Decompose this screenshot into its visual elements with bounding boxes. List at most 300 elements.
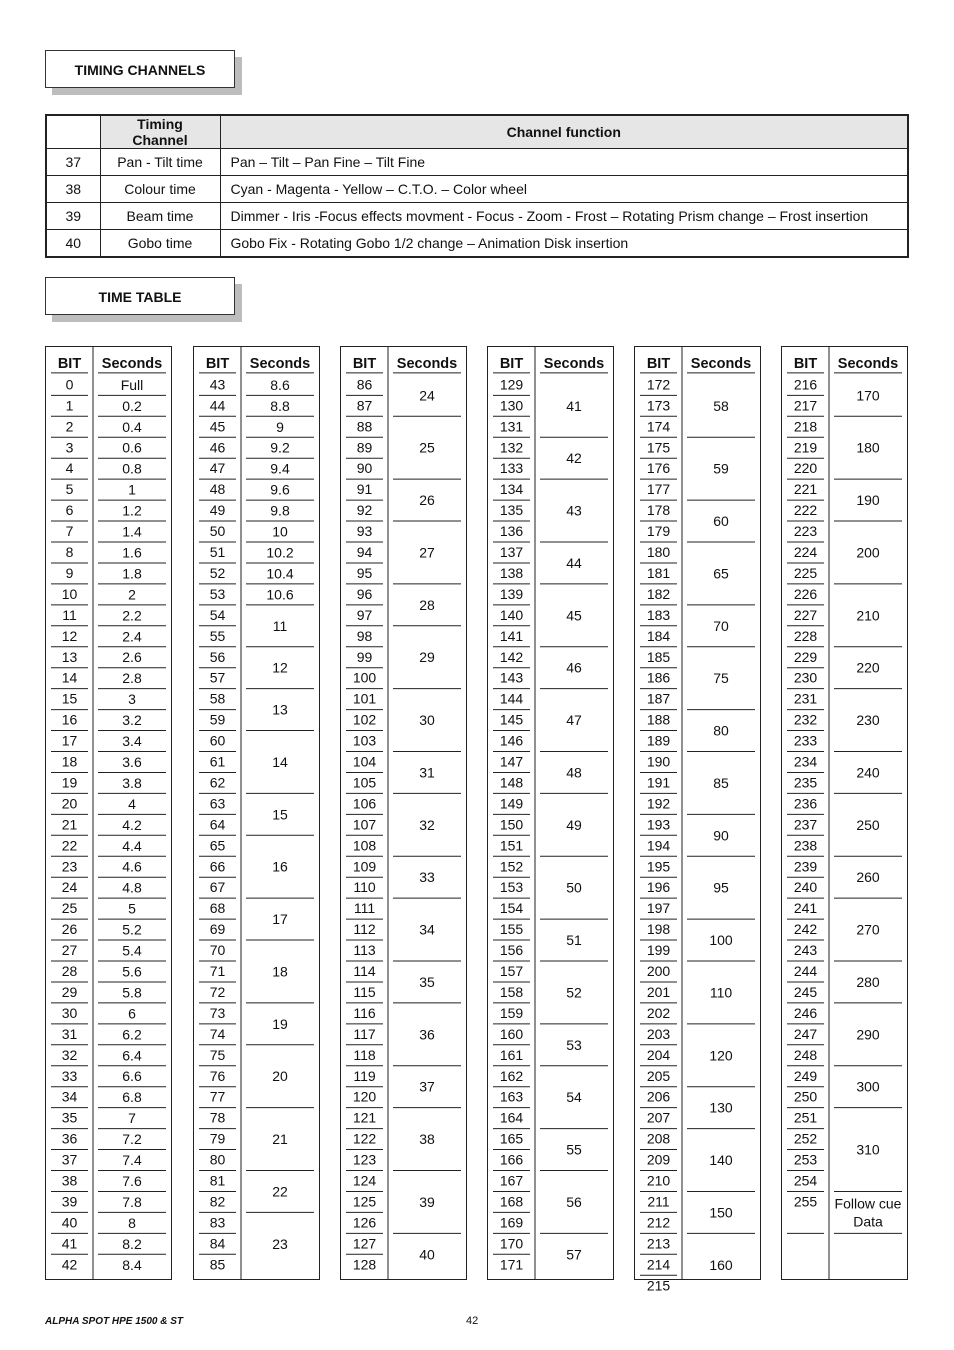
bit-value: 242 bbox=[793, 921, 818, 938]
bit-value: 170 bbox=[499, 1235, 524, 1252]
bit-value: 121 bbox=[352, 1109, 377, 1126]
bit-value: 131 bbox=[499, 418, 524, 435]
bit-value: 226 bbox=[793, 585, 818, 602]
seconds-value: 42 bbox=[566, 450, 582, 467]
time-table-grid bbox=[782, 347, 907, 1279]
bit-value: 247 bbox=[793, 1025, 818, 1042]
bit-value: 33 bbox=[61, 1067, 78, 1084]
bit-value: 183 bbox=[646, 606, 671, 623]
seconds-value: 2.4 bbox=[122, 628, 142, 645]
bit-value: 169 bbox=[499, 1214, 524, 1231]
seconds-value: 230 bbox=[856, 712, 880, 729]
bit-value: 164 bbox=[499, 1109, 524, 1126]
seconds-value: 51 bbox=[566, 932, 582, 949]
bit-value: 187 bbox=[646, 690, 671, 707]
bit-value: 254 bbox=[793, 1172, 818, 1189]
seconds-value: 50 bbox=[566, 879, 582, 896]
seconds-value: 80 bbox=[713, 722, 729, 739]
bit-value: 145 bbox=[499, 711, 524, 728]
bit-value: 186 bbox=[646, 669, 671, 686]
seconds-value: 7.4 bbox=[122, 1152, 142, 1169]
bit-value: 105 bbox=[352, 774, 377, 791]
bit-value: 197 bbox=[646, 900, 671, 917]
table-row bbox=[46, 203, 908, 230]
bit-value: 205 bbox=[646, 1067, 671, 1084]
seconds-value: 210 bbox=[856, 607, 880, 624]
bit-value: 36 bbox=[61, 1130, 78, 1147]
seconds-value: 4.2 bbox=[122, 816, 142, 833]
bit-value: 158 bbox=[499, 983, 524, 1000]
bit-value: 55 bbox=[209, 627, 226, 644]
page-number: 42 bbox=[466, 1315, 479, 1327]
bit-value: 89 bbox=[356, 439, 373, 456]
bit-value: 102 bbox=[352, 711, 377, 728]
seconds-value: 37 bbox=[419, 1078, 435, 1095]
bit-value: 54 bbox=[209, 606, 226, 623]
seconds-value: 3 bbox=[128, 691, 136, 708]
seconds-value: 5.4 bbox=[122, 942, 142, 959]
seconds-value: 6.4 bbox=[122, 1047, 142, 1064]
bit-value: 241 bbox=[793, 900, 818, 917]
bit-value: 179 bbox=[646, 523, 671, 540]
bit-value: 78 bbox=[209, 1109, 226, 1126]
bit-value: 82 bbox=[209, 1193, 226, 1210]
bit-value: 253 bbox=[793, 1151, 818, 1168]
table-header-row bbox=[46, 115, 908, 149]
bit-value: 203 bbox=[646, 1025, 671, 1042]
seconds-value: 1 bbox=[128, 481, 136, 498]
bit-value: 200 bbox=[646, 963, 671, 979]
bit-value: 220 bbox=[793, 460, 818, 477]
seconds-value: 40 bbox=[419, 1246, 435, 1263]
seconds-value: 5.8 bbox=[122, 984, 142, 1001]
bit-value: 115 bbox=[353, 983, 376, 1000]
seconds-value: 19 bbox=[272, 1015, 288, 1032]
seconds-value: 24 bbox=[419, 387, 435, 404]
seconds-value: 58 bbox=[713, 397, 729, 414]
seconds-value: 33 bbox=[419, 869, 435, 886]
bit-value: 157 bbox=[499, 963, 524, 979]
seconds-value: 3.2 bbox=[122, 712, 142, 729]
bit-value: 195 bbox=[646, 858, 671, 875]
bit-value: 103 bbox=[352, 732, 377, 749]
channel-number: 39 bbox=[46, 203, 100, 230]
seconds-value: 2.8 bbox=[122, 670, 142, 687]
bit-value: 125 bbox=[352, 1193, 377, 1210]
seconds-value: 0.4 bbox=[122, 418, 142, 435]
seconds-value: 28 bbox=[419, 596, 435, 613]
seconds-value: 5.2 bbox=[122, 921, 142, 938]
bit-value: 150 bbox=[499, 816, 524, 833]
bit-value: 14 bbox=[61, 669, 78, 686]
bit-value: 91 bbox=[356, 481, 373, 498]
bit-value: 194 bbox=[646, 837, 671, 854]
bit-value: 122 bbox=[352, 1130, 377, 1147]
bit-value: 141 bbox=[499, 627, 524, 644]
bit-value: 74 bbox=[209, 1025, 226, 1042]
bit-value: 5 bbox=[65, 481, 74, 498]
seconds-value: 59 bbox=[713, 460, 729, 477]
bit-value: 109 bbox=[352, 858, 377, 875]
seconds-value: 9 bbox=[276, 418, 284, 435]
seconds-value: 65 bbox=[713, 565, 729, 582]
bit-value: 217 bbox=[793, 397, 818, 414]
column-header-number bbox=[46, 115, 100, 149]
seconds-value: 5.6 bbox=[122, 963, 142, 980]
bit-value: 210 bbox=[646, 1172, 671, 1189]
bit-value: 7 bbox=[65, 523, 74, 540]
bit-value: 213 bbox=[646, 1235, 671, 1252]
channel-function: Cyan - Magenta - Yellow – C.T.O. – Color wheel bbox=[220, 176, 908, 203]
bit-value: 174 bbox=[646, 418, 671, 435]
bit-value: 182 bbox=[646, 585, 671, 602]
bit-value: 237 bbox=[793, 816, 818, 833]
bit-value: 19 bbox=[61, 774, 78, 791]
bit-value: 64 bbox=[209, 816, 226, 833]
bit-value: 161 bbox=[499, 1046, 524, 1063]
bit-value: 77 bbox=[209, 1088, 226, 1105]
seconds-value: 10.4 bbox=[266, 565, 294, 582]
bit-value: 139 bbox=[499, 585, 524, 602]
bit-value: 50 bbox=[209, 523, 226, 540]
bit-value: 144 bbox=[499, 690, 524, 707]
bit-value: 166 bbox=[499, 1151, 524, 1168]
table-row bbox=[46, 149, 908, 176]
bit-value: 235 bbox=[793, 774, 818, 791]
time-table-grid bbox=[194, 347, 319, 1279]
bit-value: 44 bbox=[209, 397, 226, 414]
seconds-value: 0.8 bbox=[122, 460, 142, 477]
bit-value: 28 bbox=[61, 963, 78, 979]
bit-value: 146 bbox=[499, 732, 524, 749]
bit-value: 11 bbox=[62, 606, 77, 623]
bit-value: 212 bbox=[646, 1214, 671, 1231]
bit-value: 67 bbox=[209, 879, 226, 896]
bit-value: 116 bbox=[353, 1004, 376, 1021]
seconds-value: 75 bbox=[713, 670, 729, 687]
bit-value: 120 bbox=[352, 1088, 377, 1105]
time-table-grid bbox=[635, 347, 760, 1294]
bit-value: 136 bbox=[499, 523, 524, 540]
bit-value: 81 bbox=[209, 1172, 226, 1189]
seconds-value: 48 bbox=[566, 764, 582, 781]
bit-value: 75 bbox=[209, 1046, 226, 1063]
seconds-value: 54 bbox=[566, 1089, 582, 1106]
seconds-value: 3.8 bbox=[122, 774, 142, 791]
seconds-value: 18 bbox=[272, 963, 288, 980]
seconds-value: 7 bbox=[128, 1110, 136, 1127]
seconds-value: 8.8 bbox=[270, 397, 290, 414]
seconds-value: 30 bbox=[419, 712, 435, 729]
bit-value: 133 bbox=[499, 460, 524, 477]
bit-value: 245 bbox=[793, 983, 818, 1000]
seconds-value: 160 bbox=[709, 1256, 733, 1273]
bit-value: 178 bbox=[646, 502, 671, 519]
header-bit: BIT bbox=[793, 356, 818, 372]
bit-value: 42 bbox=[61, 1256, 78, 1273]
header-seconds: Seconds bbox=[101, 356, 163, 372]
bit-value: 85 bbox=[209, 1256, 226, 1273]
bit-value: 96 bbox=[356, 585, 373, 602]
seconds-value: 140 bbox=[709, 1152, 733, 1169]
seconds-value: 10 bbox=[272, 523, 288, 540]
bit-value: 21 bbox=[61, 816, 78, 833]
bit-value: 0 bbox=[65, 376, 74, 393]
bit-value: 101 bbox=[352, 690, 377, 707]
bit-value: 117 bbox=[353, 1025, 376, 1042]
seconds-value: 46 bbox=[566, 659, 582, 676]
bit-value: 207 bbox=[646, 1109, 671, 1126]
bit-value: 1 bbox=[65, 397, 74, 414]
bit-value: 176 bbox=[646, 460, 671, 477]
bit-value: 155 bbox=[499, 921, 524, 938]
bit-value: 17 bbox=[61, 732, 78, 749]
bit-value: 93 bbox=[356, 523, 373, 540]
seconds-value: 12 bbox=[272, 659, 288, 676]
bit-value: 189 bbox=[646, 732, 671, 749]
bit-value: 34 bbox=[61, 1088, 78, 1105]
seconds-value: 35 bbox=[419, 973, 435, 990]
seconds-value: 27 bbox=[419, 544, 435, 561]
bit-value: 208 bbox=[646, 1130, 671, 1147]
seconds-value: 2 bbox=[128, 586, 136, 603]
bit-value: 188 bbox=[646, 711, 671, 728]
seconds-value: 34 bbox=[419, 921, 435, 938]
seconds-value: 280 bbox=[856, 973, 880, 990]
channel-number: 37 bbox=[46, 149, 100, 176]
bit-value: 252 bbox=[793, 1130, 818, 1147]
seconds-value: 41 bbox=[566, 397, 582, 414]
bit-value: 129 bbox=[499, 376, 524, 393]
bit-value: 123 bbox=[352, 1151, 377, 1168]
bit-value: 206 bbox=[646, 1088, 671, 1105]
bit-value: 9 bbox=[65, 564, 74, 581]
bit-value: 214 bbox=[646, 1256, 671, 1273]
bit-value: 60 bbox=[209, 732, 226, 749]
bit-value: 43 bbox=[209, 376, 226, 393]
bit-value: 92 bbox=[356, 502, 373, 519]
bit-value: 126 bbox=[352, 1214, 377, 1231]
bit-value: 162 bbox=[499, 1067, 524, 1084]
bit-value: 167 bbox=[499, 1172, 524, 1189]
bit-value: 225 bbox=[793, 564, 818, 581]
bit-value: 192 bbox=[646, 795, 671, 812]
seconds-value: 52 bbox=[566, 984, 582, 1001]
seconds-value: 10.2 bbox=[266, 544, 294, 561]
bit-value: 142 bbox=[499, 648, 524, 665]
seconds-value: 120 bbox=[709, 1047, 733, 1064]
bit-value: 40 bbox=[61, 1214, 78, 1231]
seconds-value: 36 bbox=[419, 1026, 435, 1043]
seconds-value: 3.4 bbox=[122, 733, 142, 750]
time-table-block-6 bbox=[781, 346, 908, 1280]
seconds-value: 53 bbox=[566, 1036, 582, 1053]
bit-value: 25 bbox=[61, 900, 78, 917]
column-header-channel-function: Channel function bbox=[220, 115, 908, 149]
bit-value: 216 bbox=[793, 376, 818, 393]
seconds-value: 310 bbox=[856, 1141, 880, 1158]
bit-value: 59 bbox=[209, 711, 226, 728]
header-bit: BIT bbox=[646, 356, 671, 372]
bit-value: 218 bbox=[793, 418, 818, 435]
bit-value: 56 bbox=[209, 648, 226, 665]
seconds-value: 14 bbox=[272, 753, 288, 770]
bit-value: 86 bbox=[356, 376, 373, 393]
bit-value: 171 bbox=[499, 1256, 524, 1273]
seconds-value: 11 bbox=[272, 617, 288, 634]
bit-value: 251 bbox=[793, 1109, 818, 1126]
bit-value: 29 bbox=[61, 983, 78, 1000]
seconds-value: 38 bbox=[419, 1131, 435, 1148]
bit-value: 222 bbox=[793, 502, 818, 519]
table-row bbox=[46, 176, 908, 203]
timing-channel: Pan - Tilt time bbox=[100, 149, 220, 176]
bit-value: 249 bbox=[793, 1067, 818, 1084]
seconds-value: 7.6 bbox=[122, 1172, 142, 1189]
time-table-block-2 bbox=[193, 346, 320, 1280]
bit-value: 57 bbox=[209, 669, 226, 686]
bit-value: 10 bbox=[61, 585, 78, 602]
bit-value: 63 bbox=[209, 795, 226, 812]
bit-value: 190 bbox=[646, 753, 671, 770]
bit-value: 27 bbox=[61, 942, 78, 959]
bit-value: 227 bbox=[793, 606, 818, 623]
bit-value: 4 bbox=[65, 460, 74, 477]
bit-value: 39 bbox=[61, 1193, 78, 1210]
timing-channel: Gobo time bbox=[100, 230, 220, 258]
bit-value: 219 bbox=[793, 439, 818, 456]
header-bit: BIT bbox=[499, 356, 524, 372]
bit-value: 124 bbox=[352, 1172, 377, 1189]
seconds-value: 220 bbox=[856, 659, 880, 676]
bit-value: 149 bbox=[499, 795, 524, 812]
bit-value: 8 bbox=[65, 544, 74, 560]
bit-value: 106 bbox=[352, 795, 377, 812]
timing-channel: Beam time bbox=[100, 203, 220, 230]
bit-value: 168 bbox=[499, 1193, 524, 1210]
bit-value: 238 bbox=[793, 837, 818, 854]
column-header-timing-channel: Timing Channel bbox=[100, 115, 220, 149]
bit-value: 108 bbox=[352, 837, 377, 854]
seconds-value: 1.2 bbox=[122, 502, 142, 519]
bit-value: 41 bbox=[61, 1235, 78, 1252]
bit-value: 52 bbox=[209, 564, 226, 581]
seconds-value: 70 bbox=[713, 617, 729, 634]
bit-value: 255 bbox=[793, 1193, 818, 1210]
bit-value: 51 bbox=[209, 544, 226, 560]
seconds-value: 49 bbox=[566, 816, 582, 833]
seconds-value: 45 bbox=[566, 607, 582, 624]
bit-value: 37 bbox=[61, 1151, 78, 1168]
bit-value: 199 bbox=[646, 942, 671, 959]
seconds-value: 9.2 bbox=[270, 439, 290, 456]
bit-value: 244 bbox=[793, 963, 818, 979]
bit-value: 38 bbox=[61, 1172, 78, 1189]
bit-value: 160 bbox=[499, 1025, 524, 1042]
seconds-value: 43 bbox=[566, 502, 582, 519]
bit-value: 215 bbox=[646, 1277, 671, 1294]
seconds-value: 32 bbox=[419, 816, 435, 833]
bit-value: 114 bbox=[353, 963, 376, 979]
seconds-value: 8.6 bbox=[270, 376, 290, 393]
bit-value: 88 bbox=[356, 418, 373, 435]
time-table-grid bbox=[488, 347, 613, 1279]
bit-value: 22 bbox=[61, 837, 78, 854]
seconds-value: 130 bbox=[709, 1099, 733, 1116]
bit-value: 223 bbox=[793, 523, 818, 540]
header-seconds: Seconds bbox=[690, 356, 752, 372]
bit-value: 230 bbox=[793, 669, 818, 686]
seconds-value: 29 bbox=[419, 649, 435, 666]
bit-value: 184 bbox=[646, 627, 671, 644]
bit-value: 72 bbox=[209, 983, 226, 1000]
seconds-value: 6 bbox=[128, 1005, 136, 1022]
bit-value: 32 bbox=[61, 1046, 78, 1063]
bit-value: 35 bbox=[61, 1109, 78, 1126]
seconds-value: 85 bbox=[713, 774, 729, 791]
bit-value: 23 bbox=[61, 858, 78, 875]
seconds-value: 8.4 bbox=[122, 1256, 142, 1273]
footer-product-title: ALPHA SPOT HPE 1500 & ST bbox=[45, 1316, 183, 1327]
bit-value: 119 bbox=[353, 1067, 376, 1084]
bit-value: 58 bbox=[209, 690, 226, 707]
seconds-value: 270 bbox=[856, 921, 880, 938]
bit-value: 80 bbox=[209, 1151, 226, 1168]
time-table-block-4 bbox=[487, 346, 614, 1280]
bit-value: 53 bbox=[209, 585, 226, 602]
bit-value: 128 bbox=[352, 1256, 377, 1273]
bit-value: 127 bbox=[352, 1235, 377, 1252]
bit-value: 246 bbox=[793, 1004, 818, 1021]
seconds-value: 47 bbox=[566, 712, 582, 729]
header-seconds: Seconds bbox=[837, 356, 899, 372]
bit-value: 61 bbox=[209, 753, 226, 770]
bit-value: 154 bbox=[499, 900, 524, 917]
bit-value: 6 bbox=[65, 502, 74, 519]
seconds-value: 16 bbox=[272, 858, 288, 875]
bit-value: 224 bbox=[793, 544, 818, 560]
bit-value: 97 bbox=[356, 606, 373, 623]
bit-value: 196 bbox=[646, 879, 671, 896]
bit-value: 65 bbox=[209, 837, 226, 854]
bit-value: 100 bbox=[352, 669, 377, 686]
channel-number: 40 bbox=[46, 230, 100, 258]
bit-value: 20 bbox=[61, 795, 78, 812]
seconds-value: 39 bbox=[419, 1193, 435, 1210]
seconds-value: 90 bbox=[713, 827, 729, 844]
seconds-value: 21 bbox=[272, 1131, 288, 1148]
bit-value: 79 bbox=[209, 1130, 226, 1147]
seconds-value: 100 bbox=[709, 932, 733, 949]
bit-value: 76 bbox=[209, 1067, 226, 1084]
seconds-value: 8.2 bbox=[122, 1235, 142, 1252]
bit-value: 243 bbox=[793, 942, 818, 959]
bit-value: 134 bbox=[499, 481, 524, 498]
seconds-value: 200 bbox=[856, 544, 880, 561]
bit-value: 24 bbox=[61, 879, 78, 896]
seconds-value: 190 bbox=[856, 492, 880, 509]
seconds-value: 260 bbox=[856, 869, 880, 886]
bit-value: 204 bbox=[646, 1046, 671, 1063]
bit-value: 177 bbox=[646, 481, 671, 498]
bit-value: 95 bbox=[356, 564, 373, 581]
seconds-value: 250 bbox=[856, 816, 880, 833]
seconds-value: 20 bbox=[272, 1068, 288, 1085]
bit-value: 66 bbox=[209, 858, 226, 875]
bit-value: 181 bbox=[646, 564, 671, 581]
seconds-value: 170 bbox=[856, 387, 880, 404]
bit-value: 2 bbox=[65, 418, 74, 435]
